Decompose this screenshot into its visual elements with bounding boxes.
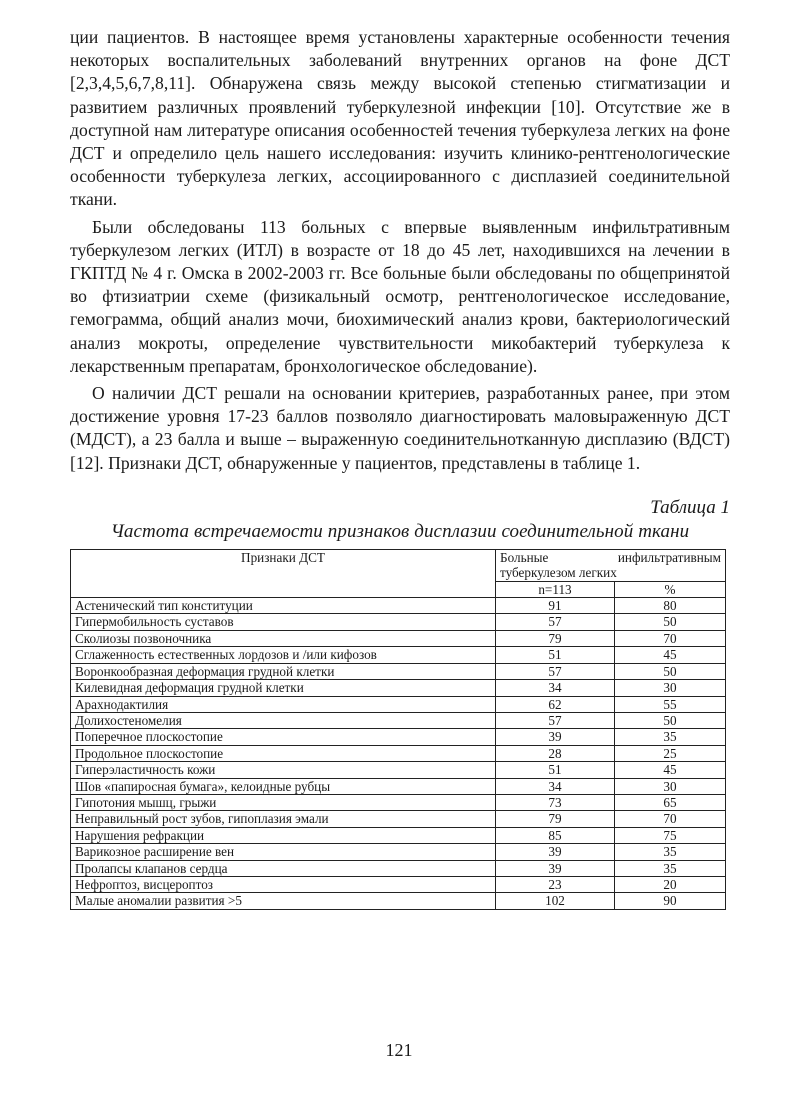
percent-cell: 30 — [615, 680, 726, 696]
percent-cell: 35 — [615, 844, 726, 860]
table-header-row — [71, 549, 726, 581]
sign-name-cell: Воронкообразная деформация грудной клетки — [71, 663, 496, 679]
percent-cell: 35 — [615, 860, 726, 876]
patient-count-cell: 79 — [496, 811, 615, 827]
percent-cell: 55 — [615, 696, 726, 712]
table-row — [71, 696, 726, 712]
table-row — [71, 614, 726, 630]
percent-cell: 70 — [615, 811, 726, 827]
table-row — [71, 794, 726, 810]
percent-cell: 20 — [615, 876, 726, 892]
table-row — [71, 844, 726, 860]
table-row — [71, 630, 726, 646]
patient-count-cell: 39 — [496, 729, 615, 745]
table-body — [71, 598, 726, 910]
percent-cell: 45 — [615, 647, 726, 663]
percent-cell: 90 — [615, 893, 726, 909]
table-row — [71, 893, 726, 909]
paragraph-3: О наличии ДСТ решали на основании критериев, разработанных ранее, при этом достижение уровня 17-23 баллов позволяло диагностировать маловыраженную ДСТ (МДСТ), а 23 балла и выше – выраженную соединительнотканную дисплазию (ВДСТ)[12]. Признаки ДСТ, обнаруженные у пациентов, представлены в таблице 1. — [70, 383, 730, 473]
paragraph-2: Были обследованы 113 больных с впервые выявленным инфильтративным туберкулезом легких (ИТЛ) в возрасте от 18 до 45 лет, находившихся на лечении в ГКПТД № 4 г. Омска в 2002-2003 гг. Все больные были обследованы по общепринятой во фтизиатрии схеме (физикальный осмотр, рентгенологическое исследование, гемограмма, общий анализ мочи, биохимический анализ крови, бактериологический анализ мокроты, определение чувствительности микобактерий туберкулеза к лекарственным препаратам, бронхологическое обследование). — [70, 216, 730, 376]
patient-count-cell: 57 — [496, 663, 615, 679]
sign-name-cell: Арахнодактилия — [71, 696, 496, 712]
paragraph-1: ции пациентов. В настоящее время установлены характерные особенности течения некоторых воспалительных заболеваний внутренних органов на фоне ДСТ [2,3,4,5,6,7,8,11]. Обнаружена связь между высокой степенью стигматизации и развитием различных проявлений туберкулезной инфекции [10]. Отсутствие же в доступной нам литературе описания особенностей течения туберкулеза легких на фоне ДСТ и определило цель нашего исследования: изучить клинико-рентгенологические особенности туберкулеза легких, ассоциированного с дисплазией соединительной ткани. — [70, 27, 730, 210]
page-number: 121 — [385, 1040, 413, 1060]
sign-name-cell: Шов «папиросная бумага», келоидные рубцы — [71, 778, 496, 794]
table-row — [71, 745, 726, 761]
percent-cell: 50 — [615, 712, 726, 728]
patient-count-cell: 57 — [496, 712, 615, 728]
header-signs: Признаки ДСТ — [71, 549, 496, 597]
percent-cell: 30 — [615, 778, 726, 794]
table-row — [71, 860, 726, 876]
sign-name-cell: Сглаженность естественных лордозов и /или кифозов — [71, 647, 496, 663]
table-row — [71, 762, 726, 778]
table-row — [71, 712, 726, 728]
percent-cell: 25 — [615, 745, 726, 761]
sign-name-cell: Неправильный рост зубов, гипоплазия эмали — [71, 811, 496, 827]
table-row — [71, 598, 726, 614]
percent-cell: 70 — [615, 630, 726, 646]
percent-cell: 45 — [615, 762, 726, 778]
table-row — [71, 827, 726, 843]
sign-name-cell: Нефроптоз, висцероптоз — [71, 876, 496, 892]
table-row — [71, 811, 726, 827]
table-label: Таблица 1 — [650, 496, 730, 518]
patient-count-cell: 73 — [496, 794, 615, 810]
sign-name-cell: Нарушения рефракции — [71, 827, 496, 843]
sign-name-cell: Гипермобильность суставов — [71, 614, 496, 630]
patient-count-cell: 57 — [496, 614, 615, 630]
sign-name-cell: Малые аномалии развития >5 — [71, 893, 496, 909]
patient-count-cell: 79 — [496, 630, 615, 646]
sign-name-cell: Сколиозы позвоночника — [71, 630, 496, 646]
header-group-word2: инфильтративным — [617, 549, 721, 565]
table-row — [71, 729, 726, 745]
sign-name-cell: Гиперэластичность кожи — [71, 762, 496, 778]
table-title: Частота встречаемости признаков дисплазии соединительной ткани — [110, 520, 690, 542]
sign-name-cell: Варикозное расширение вен — [71, 844, 496, 860]
percent-cell: 50 — [615, 614, 726, 630]
sign-name-cell: Килевидная деформация грудной клетки — [71, 680, 496, 696]
sign-name-cell: Продольное плоскостопие — [71, 745, 496, 761]
sign-name-cell: Пролапсы клапанов сердца — [71, 860, 496, 876]
patient-count-cell: 91 — [496, 598, 615, 614]
patient-count-cell: 39 — [496, 844, 615, 860]
patient-count-cell: 85 — [496, 827, 615, 843]
percent-cell: 75 — [615, 827, 726, 843]
percent-cell: 50 — [615, 663, 726, 679]
patient-count-cell: 102 — [496, 893, 615, 909]
sign-name-cell: Поперечное плоскостопие — [71, 729, 496, 745]
page-body — [70, 26, 730, 910]
header-group-word1: Больные — [500, 549, 549, 565]
patient-count-cell: 34 — [496, 778, 615, 794]
header-group-line2: туберкулезом легких — [500, 565, 617, 581]
sign-name-cell: Долихостеномелия — [71, 712, 496, 728]
table-row — [71, 778, 726, 794]
patient-count-cell: 51 — [496, 762, 615, 778]
table-row — [71, 663, 726, 679]
header-patient-group — [496, 549, 726, 581]
header-n: n=113 — [496, 581, 615, 597]
table-row — [71, 647, 726, 663]
sign-name-cell: Гипотония мышц, грыжи — [71, 794, 496, 810]
patient-count-cell: 62 — [496, 696, 615, 712]
percent-cell: 35 — [615, 729, 726, 745]
header-pct: % — [615, 581, 726, 597]
patient-count-cell: 39 — [496, 860, 615, 876]
table-row — [71, 680, 726, 696]
patient-count-cell: 28 — [496, 745, 615, 761]
percent-cell: 65 — [615, 794, 726, 810]
patient-count-cell: 23 — [496, 876, 615, 892]
table-row — [71, 876, 726, 892]
patient-count-cell: 34 — [496, 680, 615, 696]
sign-name-cell: Астенический тип конституции — [71, 598, 496, 614]
dst-signs-table — [70, 549, 726, 910]
patient-count-cell: 51 — [496, 647, 615, 663]
percent-cell: 80 — [615, 598, 726, 614]
